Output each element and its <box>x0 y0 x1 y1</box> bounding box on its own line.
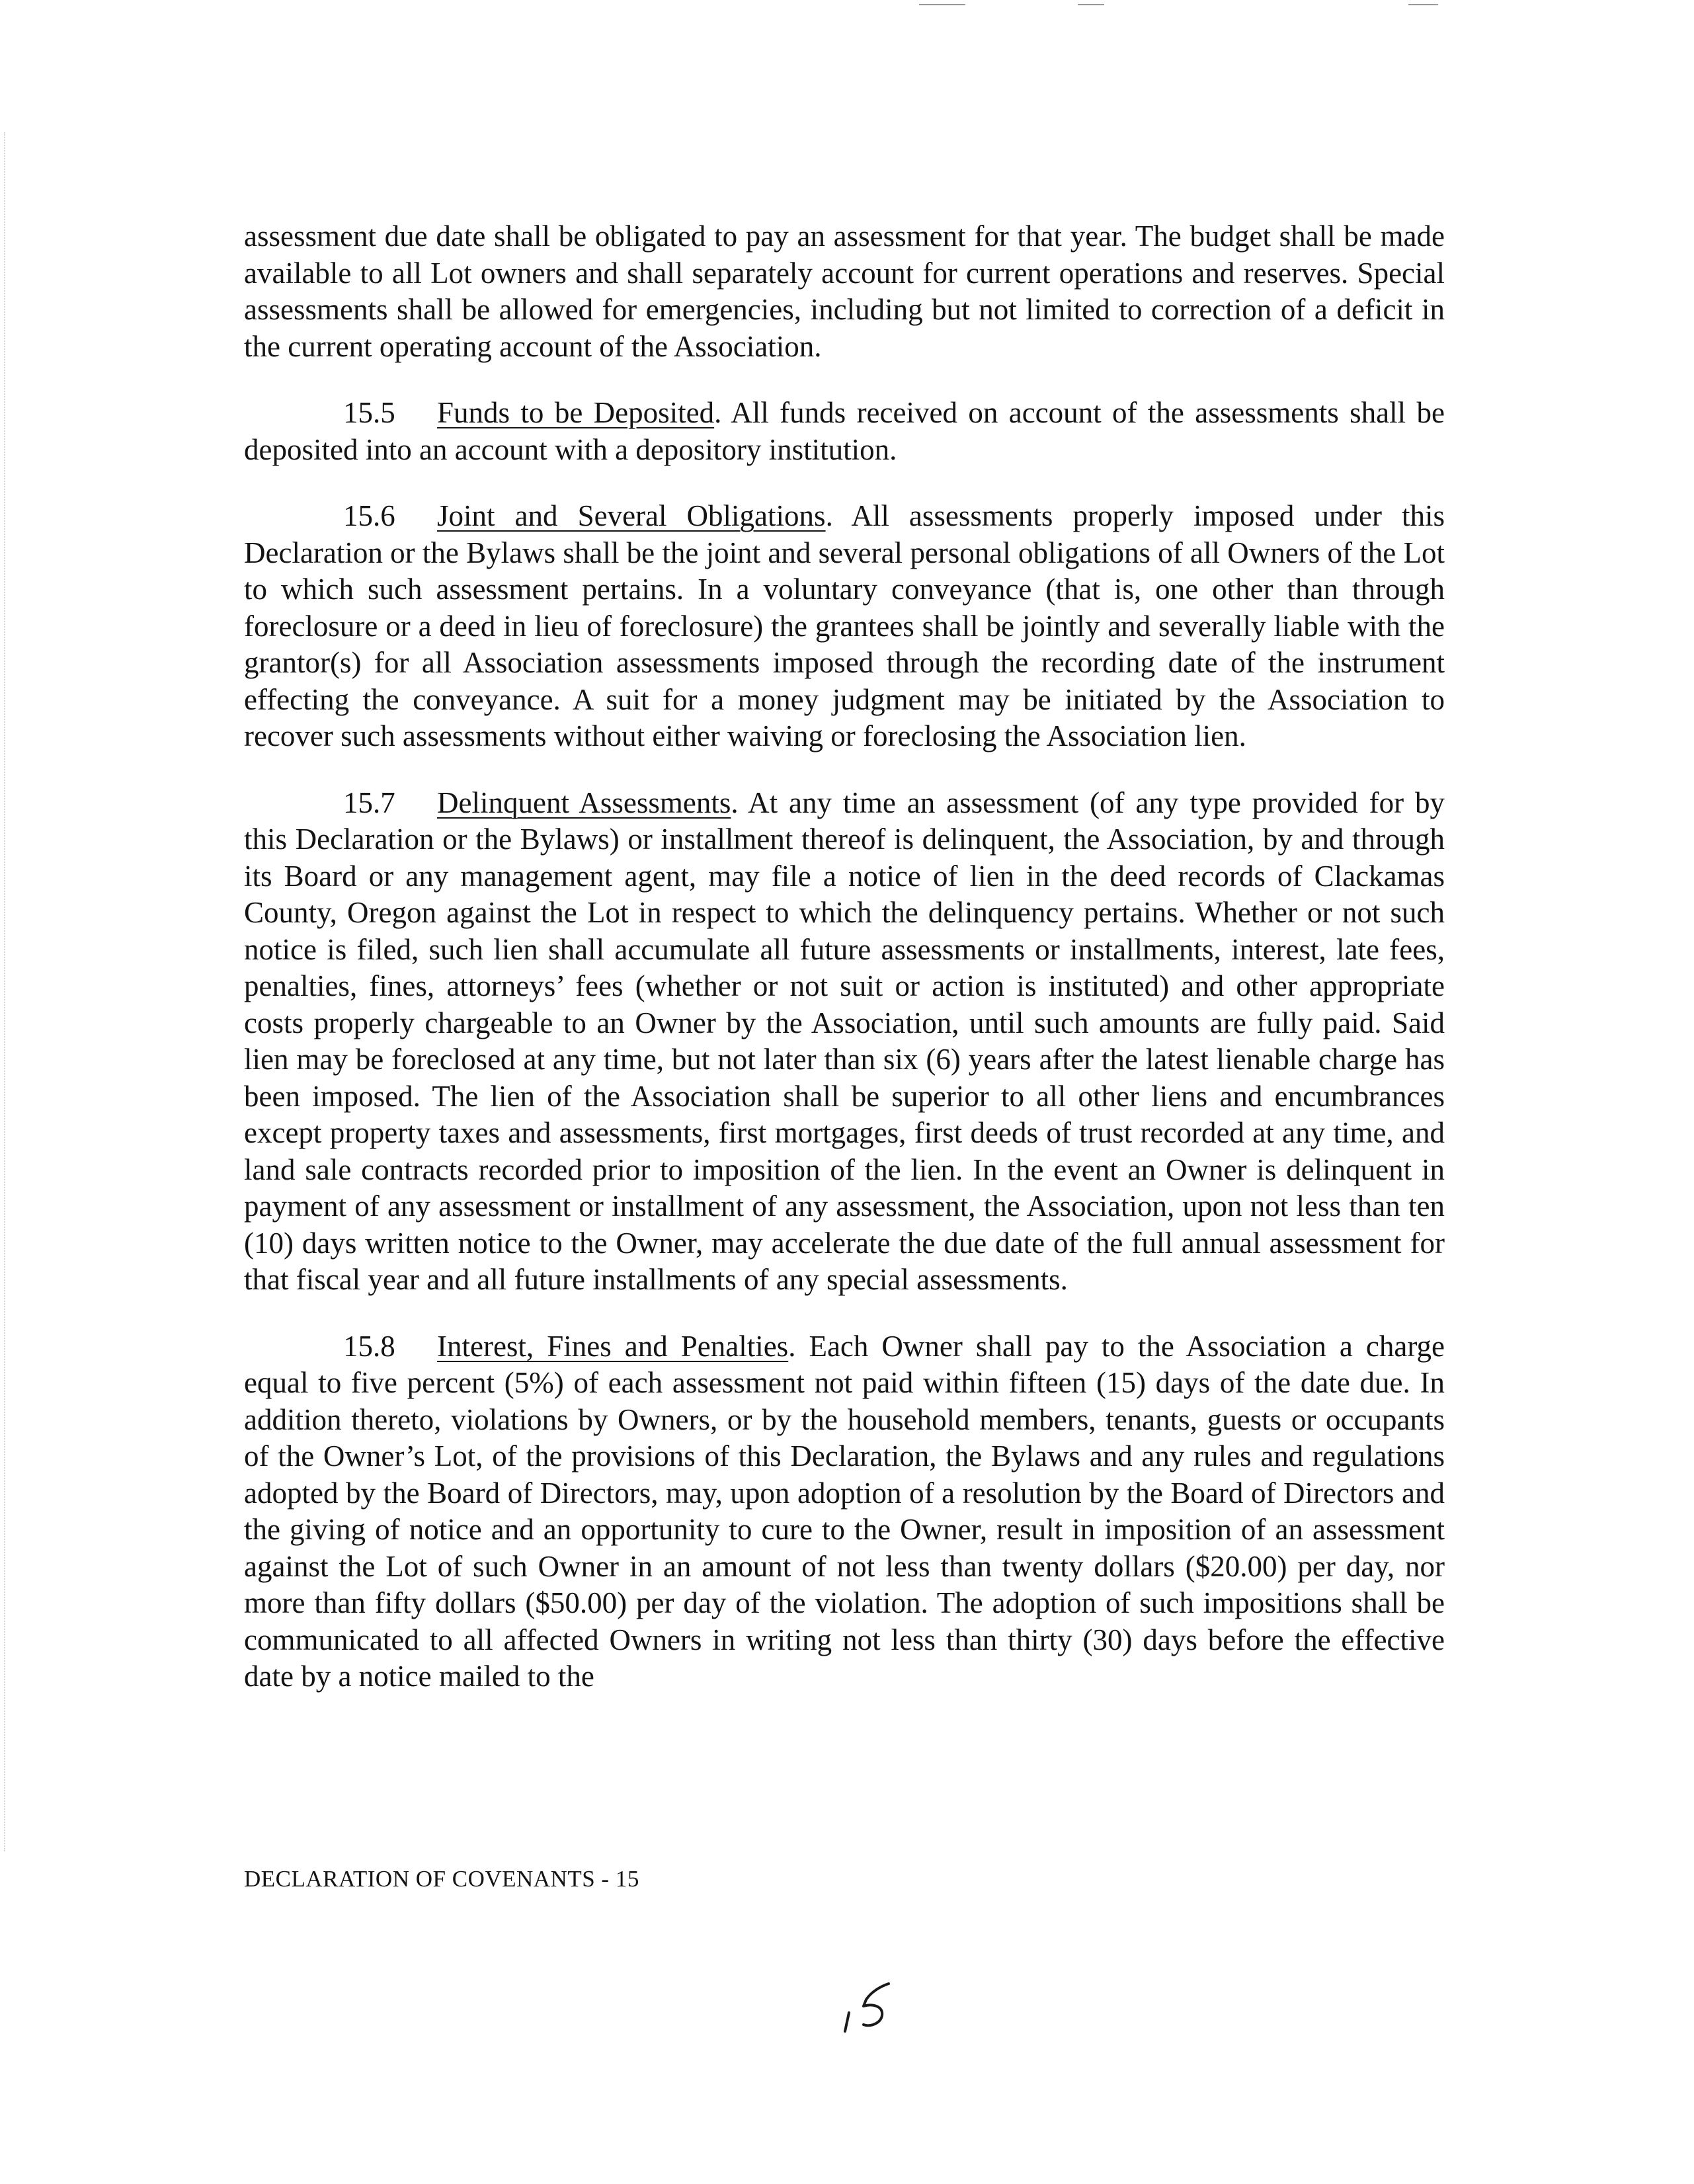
section-text: . All funds received on account of the assessments shall be deposited into an account with a depository institution. <box>244 396 1445 466</box>
section-heading: Joint and Several Obligations <box>437 499 826 532</box>
paragraph-text: assessment due date shall be obligated to pay an assessment for that year. The budget shall be made available to all Lot owners and shall separately account for current operations and reserves. Special assessments shall be allowed for emergencies, including but not limited to correction of a deficit in the current operating account of the Association. <box>244 220 1445 363</box>
section-15-7 <box>244 785 1445 1299</box>
page-footer: DECLARATION OF COVENANTS - 15 <box>244 1866 639 1892</box>
section-text: . All assessments properly imposed under this Declaration or the Bylaws shall be the joint and several personal obligations of all Owners of the Lot to which such assessment pertains. In a voluntary conveyance (that is, one other than through foreclosure or a deed in lieu of foreclosure) the grantees shall be jointly and severally liable with the grantor(s) for all Association assessments imposed through the recording date of the instrument effecting the conveyance. A suit for a money judgment may be initiated by the Association to recover such assessments without either waiving or foreclosing the Association lien. <box>244 499 1445 752</box>
section-text: . Each Owner shall pay to the Association a charge equal to five percent (5%) of each assessment not paid within fifteen (15) days of the date due. In addition thereto, violations by Owners, or by the household members, tenants, guests or occupants of the Owner’s Lot, of the provisions of this Declaration, the Bylaws and any rules and regulations adopted by the Board of Directors, may, upon adoption of a resolution by the Board of Directors and the giving of notice and an opportunity to cure to the Owner, result in imposition of an assessment against the Lot of such Owner in an amount of not less than twenty dollars ($20.00) per day, nor more than fifty dollars ($50.00) per day of the violation. The adoption of such impositions shall be communicated to all affected Owners in writing not less than thirty (30) days before the effective date by a notice mailed to the <box>244 1329 1445 1693</box>
scan-mark <box>1078 4 1104 5</box>
handwritten-page-number <box>840 1977 919 2037</box>
section-15-8 <box>244 1328 1445 1695</box>
document-body <box>244 218 1445 1725</box>
section-number: 15.5 <box>343 396 395 429</box>
section-15-5 <box>244 395 1445 468</box>
section-text: . At any time an assessment (of any type provided for by this Declaration or the Bylaws) or installment thereof is delinquent, the Association, by and through its Board or any management agent, may file a notice of lien in the deed records of Clackamas County, Oregon against the Lot in respect to which the delinquency pertains. Whether or not such notice is filed, such lien shall accumulate all future assessments or installments, interest, late fees, penalties, fines, attorneys’ fees (whether or not suit or action is instituted) and other appropriate costs properly chargeable to an Owner by the Association, until such amounts are fully paid. Said lien may be foreclosed at any time, but not later than six (6) years after the latest lienable charge has been imposed. The lien of the Association shall be superior to all other liens and encumbrances except property taxes and assessments, first mortgages, first deeds of trust recorded at any time, and land sale contracts recorded prior to imposition of the lien. In the event an Owner is delinquent in payment of any assessment or installment of any assessment, the Association, upon not less than ten (10) days written notice to the Owner, may accelerate the due date of the full annual assessment for that fiscal year and all future installments of any special assessments. <box>244 786 1445 1296</box>
section-number: 15.8 <box>343 1329 395 1363</box>
section-heading: Interest, Fines and Penalties <box>437 1329 789 1363</box>
paragraph-continued <box>244 218 1445 365</box>
section-15-6 <box>244 498 1445 755</box>
section-heading: Funds to be Deposited <box>437 396 715 429</box>
section-number: 15.6 <box>343 499 395 532</box>
scan-mark <box>919 4 965 5</box>
scan-mark <box>1408 4 1438 5</box>
section-heading: Delinquent Assessments <box>437 786 731 819</box>
section-number: 15.7 <box>343 786 395 819</box>
scan-edge-artifact <box>4 132 7 1851</box>
